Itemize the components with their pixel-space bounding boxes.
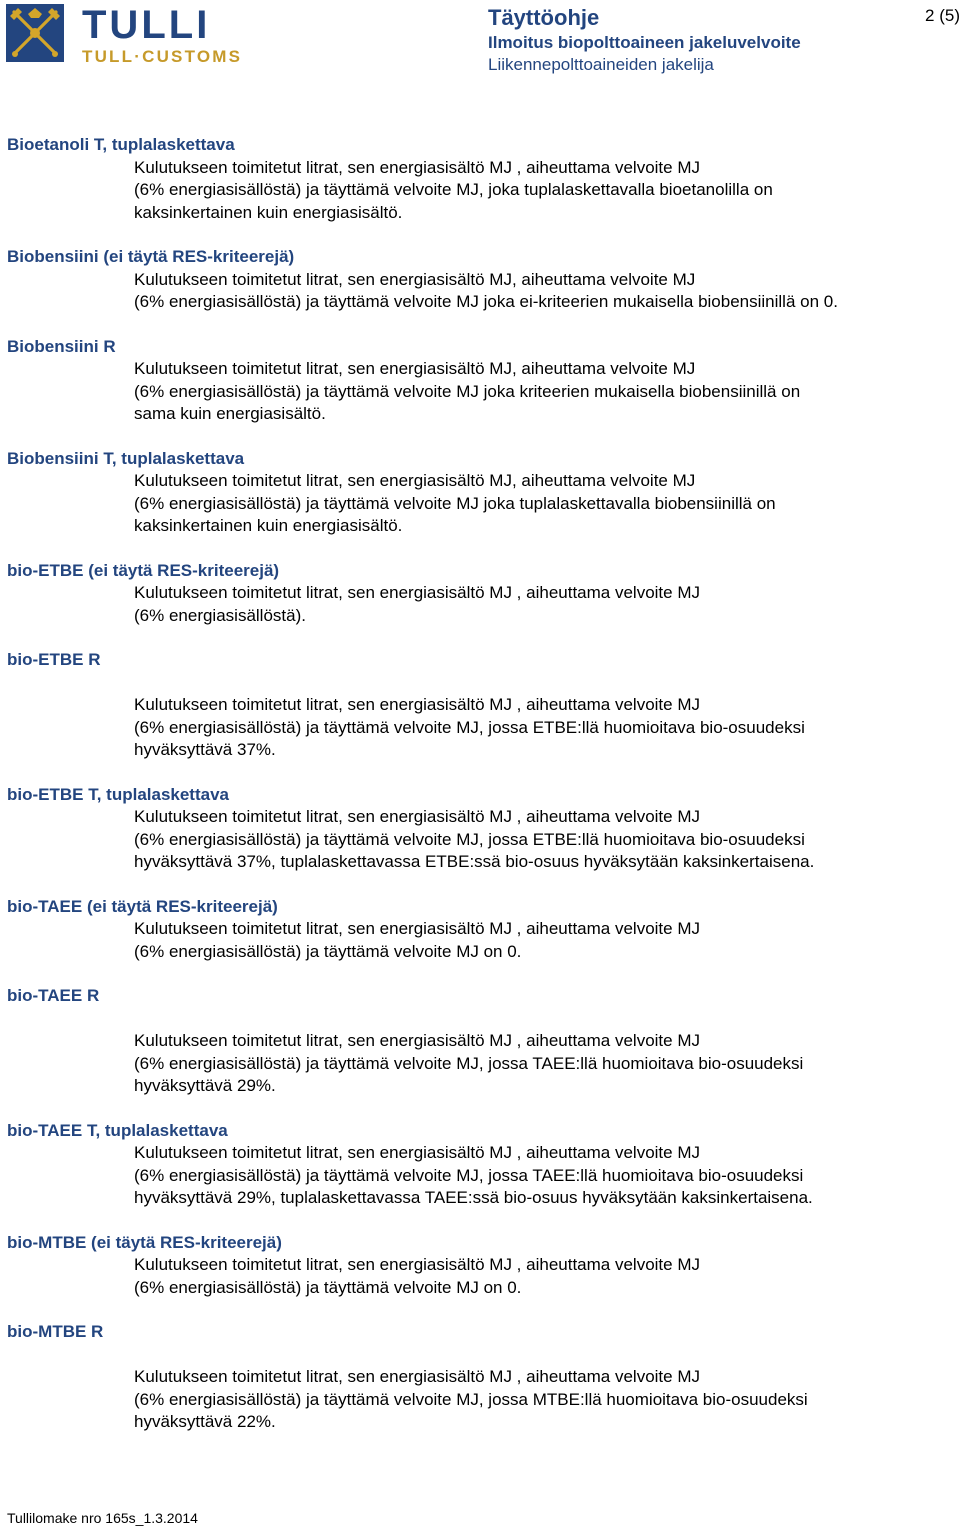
section-title: bio-ETBE (ei täytä RES-kriteerejä)	[7, 560, 280, 580]
section-body	[134, 358, 957, 426]
section-line: sama kuin energiasisältö.	[134, 404, 326, 423]
form-footer: Tullilomake nro 165s_1.3.2014	[7, 1510, 198, 1526]
section-line: kaksinkertainen kuin energiasisältö.	[134, 516, 403, 535]
section-line: hyväksyttävä 37%.	[134, 740, 276, 759]
section-body	[134, 269, 957, 314]
section-bio-etbe-r	[7, 649, 957, 762]
section-bio-taee-r	[7, 985, 957, 1098]
document-subtitle: Ilmoitus biopolttoaineen jakeluvelvoite	[488, 33, 801, 52]
section-line: (6% energiasisällöstä) ja täyttämä velvoite MJ on 0.	[134, 941, 522, 961]
section-title: Biobensiini T, tuplalaskettava	[7, 448, 245, 468]
section-biobensiini-ei-res	[7, 246, 957, 314]
section-bio-mtbe-ei-res	[7, 1232, 957, 1300]
section-body	[134, 582, 957, 627]
section-body	[134, 806, 957, 874]
section-line: (6% energiasisällöstä) ja täyttämä velvoite MJ, jossa ETBE:llä huomioitava bio-osuudeksi	[134, 717, 805, 737]
section-line: (6% energiasisällöstä) ja täyttämä velvoite MJ, jossa TAEE:llä huomioitava bio-osuudeksi	[134, 1165, 804, 1185]
section-bio-taee-t	[7, 1120, 957, 1210]
page-title: Täyttöohje	[488, 5, 600, 30]
section-line: Kulutukseen toimitetut litrat, sen energiasisältö MJ, aiheuttama velvoite MJ	[134, 359, 696, 378]
section-biobensiini-r	[7, 336, 957, 426]
section-body	[134, 1142, 957, 1210]
section-line: Kulutukseen toimitetut litrat, sen energiasisältö MJ, aiheuttama velvoite MJ	[134, 471, 696, 490]
section-title: bio-ETBE R	[7, 650, 101, 669]
page-number: 2 (5)	[925, 6, 960, 25]
section-body	[134, 694, 957, 762]
tulli-logo	[6, 2, 306, 64]
section-line: Kulutukseen toimitetut litrat, sen energiasisältö MJ , aiheuttama velvoite MJ	[134, 583, 700, 602]
section-line: Kulutukseen toimitetut litrat, sen energiasisältö MJ , aiheuttama velvoite MJ	[134, 919, 700, 938]
section-line: (6% energiasisällöstä) ja täyttämä velvoite MJ, jossa MTBE:llä huomioitava bio-osuudeksi	[134, 1389, 808, 1409]
section-bioetanoli-t	[7, 134, 957, 224]
section-body	[134, 1366, 957, 1434]
section-title: bio-TAEE R	[7, 986, 100, 1005]
section-body	[134, 1254, 957, 1299]
section-biobensiini-t	[7, 448, 957, 538]
section-bio-mtbe-r	[7, 1321, 957, 1434]
section-line: hyväksyttävä 37%, tuplalaskettavassa ETBE:ssä bio-osuus hyväksytään kaksinkertaisena.	[134, 852, 815, 871]
section-title: Bioetanoli T, tuplalaskettava	[7, 135, 235, 154]
section-bio-taee-ei-res	[7, 896, 957, 964]
section-line: (6% energiasisällöstä) ja täyttämä velvoite MJ on 0.	[134, 1277, 522, 1297]
section-line: (6% energiasisällöstä) ja täyttämä velvoite MJ joka ei-kriteerien mukaisella biobensiinillä on 0.	[134, 292, 838, 311]
document-header	[488, 4, 801, 76]
section-line: hyväksyttävä 22%.	[134, 1412, 276, 1431]
section-title: bio-MTBE R	[7, 1322, 104, 1341]
section-line: Kulutukseen toimitetut litrat, sen energiasisältö MJ , aiheuttama velvoite MJ	[134, 1255, 700, 1274]
section-line: (6% energiasisällöstä) ja täyttämä velvoite MJ joka kriteerien mukaisella biobensiinillä on	[134, 381, 801, 401]
logo-wordmark	[82, 2, 242, 66]
section-line: (6% energiasisällöstä) ja täyttämä velvoite MJ joka tuplalaskettavalla biobensiinillä on	[134, 493, 776, 513]
section-body	[134, 157, 957, 225]
section-body	[134, 1030, 957, 1098]
section-line: hyväksyttävä 29%, tuplalaskettavassa TAEE:ssä bio-osuus hyväksytään kaksinkertaisena.	[134, 1188, 813, 1207]
section-title: bio-ETBE T, tuplalaskettava	[7, 784, 229, 804]
customs-emblem-icon	[6, 4, 64, 62]
document-subtitle-2: Liikennepolttoaineiden jakelija	[488, 55, 714, 74]
section-body	[134, 470, 957, 538]
section-line: (6% energiasisällöstä) ja täyttämä velvoite MJ, jossa TAEE:llä huomioitava bio-osuudeksi	[134, 1053, 804, 1073]
section-line: Kulutukseen toimitetut litrat, sen energiasisältö MJ , aiheuttama velvoite MJ	[134, 695, 700, 714]
section-line: Kulutukseen toimitetut litrat, sen energiasisältö MJ , aiheuttama velvoite MJ	[134, 1143, 700, 1162]
section-title: Biobensiini R	[7, 336, 116, 356]
section-line: Kulutukseen toimitetut litrat, sen energiasisältö MJ , aiheuttama velvoite MJ	[134, 1367, 700, 1386]
section-line: (6% energiasisällöstä) ja täyttämä velvoite MJ, jossa ETBE:llä huomioitava bio-osuudeksi	[134, 829, 805, 849]
section-title: bio-TAEE (ei täytä RES-kriteerejä)	[7, 896, 278, 916]
section-line: Kulutukseen toimitetut litrat, sen energiasisältö MJ , aiheuttama velvoite MJ	[134, 807, 700, 826]
section-bio-etbe-t	[7, 784, 957, 874]
section-title: bio-TAEE T, tuplalaskettava	[7, 1120, 228, 1140]
section-line: (6% energiasisällöstä).	[134, 605, 306, 625]
logo-sub-text: TULL·CUSTOMS	[82, 47, 243, 66]
instructions-content	[7, 134, 957, 1456]
section-title: bio-MTBE (ei täytä RES-kriteerejä)	[7, 1232, 282, 1252]
section-body	[134, 918, 957, 963]
logo-main-text: TULLI	[82, 3, 211, 47]
section-line: Kulutukseen toimitetut litrat, sen energiasisältö MJ , aiheuttama velvoite MJ	[134, 1031, 700, 1050]
section-line: (6% energiasisällöstä) ja täyttämä velvoite MJ, joka tuplalaskettavalla bioetanolilla on	[134, 180, 773, 199]
section-line: hyväksyttävä 29%.	[134, 1076, 276, 1095]
section-line: Kulutukseen toimitetut litrat, sen energiasisältö MJ, aiheuttama velvoite MJ	[134, 269, 696, 289]
section-line: Kulutukseen toimitetut litrat, sen energiasisältö MJ , aiheuttama velvoite MJ	[134, 157, 700, 177]
section-bio-etbe-ei-res	[7, 560, 957, 628]
section-line: kaksinkertainen kuin energiasisältö.	[134, 202, 403, 222]
section-title: Biobensiini (ei täytä RES-kriteerejä)	[7, 247, 295, 266]
